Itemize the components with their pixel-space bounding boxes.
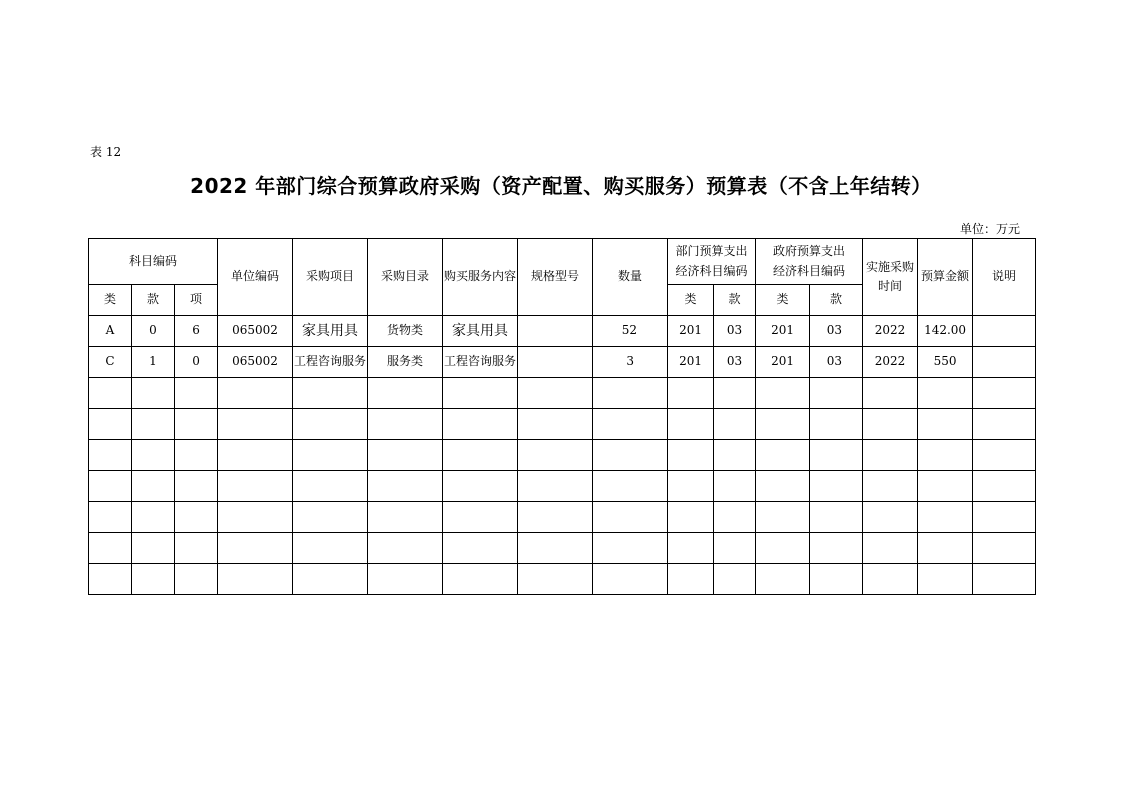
empty-cell xyxy=(175,471,218,502)
header-impl-time xyxy=(863,239,918,316)
header-spec: 规格型号 xyxy=(518,239,593,316)
empty-cell xyxy=(293,533,368,564)
empty-cell xyxy=(218,564,293,595)
empty-cell xyxy=(973,502,1036,533)
cell-amount: 142.00 xyxy=(918,316,973,347)
empty-cell xyxy=(368,502,443,533)
header-item: 采购项目 xyxy=(293,239,368,316)
empty-cell xyxy=(756,533,810,564)
header-kuan: 款 xyxy=(132,285,175,316)
empty-cell xyxy=(89,440,132,471)
empty-cell xyxy=(132,533,175,564)
cell-kuan: 1 xyxy=(132,347,175,378)
cell-item: 家具用具 xyxy=(293,316,368,347)
header-gov-econ-line1: 政府预算支出 xyxy=(773,244,846,259)
empty-cell xyxy=(593,440,668,471)
empty-cell xyxy=(132,409,175,440)
empty-cell xyxy=(89,502,132,533)
cell-spec xyxy=(518,347,593,378)
cell-impl-time: 2022 xyxy=(863,316,918,347)
cell-kuan: 0 xyxy=(132,316,175,347)
empty-cell xyxy=(293,502,368,533)
cell-note xyxy=(973,347,1036,378)
empty-cell xyxy=(973,440,1036,471)
empty-cell xyxy=(863,502,918,533)
empty-cell xyxy=(518,378,593,409)
cell-dept-kuan: 03 xyxy=(714,316,756,347)
empty-cell xyxy=(368,378,443,409)
empty-cell xyxy=(175,440,218,471)
cell-unit-code: 065002 xyxy=(218,316,293,347)
empty-cell xyxy=(218,409,293,440)
empty-cell xyxy=(218,440,293,471)
empty-cell xyxy=(668,564,714,595)
empty-cell xyxy=(810,409,863,440)
empty-cell xyxy=(368,471,443,502)
empty-cell xyxy=(863,533,918,564)
empty-cell xyxy=(973,564,1036,595)
empty-cell xyxy=(593,502,668,533)
empty-cell xyxy=(668,533,714,564)
empty-cell xyxy=(368,409,443,440)
empty-cell xyxy=(443,378,518,409)
cell-gov-lei: 201 xyxy=(756,347,810,378)
empty-cell xyxy=(218,502,293,533)
header-dept-econ xyxy=(668,239,756,285)
empty-cell xyxy=(714,409,756,440)
cell-unit-code: 065002 xyxy=(218,347,293,378)
empty-cell xyxy=(714,471,756,502)
empty-cell xyxy=(175,409,218,440)
empty-cell xyxy=(175,378,218,409)
cell-lei: A xyxy=(89,316,132,347)
cell-catalog: 货物类 xyxy=(368,316,443,347)
header-catalog: 采购目录 xyxy=(368,239,443,316)
cell-quantity: 52 xyxy=(593,316,668,347)
empty-cell xyxy=(756,378,810,409)
cell-service-content: 家具用具 xyxy=(443,316,518,347)
unit-label: 单位：万元 xyxy=(960,222,1021,236)
table-row xyxy=(89,347,1036,378)
header-unit-code: 单位编码 xyxy=(218,239,293,316)
empty-cell xyxy=(973,471,1036,502)
empty-cell xyxy=(518,533,593,564)
empty-row xyxy=(89,502,1036,533)
empty-row xyxy=(89,378,1036,409)
empty-cell xyxy=(593,409,668,440)
header-gov-lei: 类 xyxy=(756,285,810,316)
empty-cell xyxy=(218,378,293,409)
empty-cell xyxy=(593,378,668,409)
empty-cell xyxy=(443,409,518,440)
empty-cell xyxy=(918,533,973,564)
empty-cell xyxy=(593,533,668,564)
cell-dept-lei: 201 xyxy=(668,347,714,378)
empty-cell xyxy=(175,564,218,595)
header-service-content: 购买服务内容 xyxy=(443,239,518,316)
empty-cell xyxy=(918,409,973,440)
empty-cell xyxy=(973,533,1036,564)
empty-cell xyxy=(518,409,593,440)
empty-cell xyxy=(714,440,756,471)
empty-cell xyxy=(132,378,175,409)
header-xiang: 项 xyxy=(175,285,218,316)
empty-row xyxy=(89,471,1036,502)
empty-cell xyxy=(668,440,714,471)
empty-cell xyxy=(668,409,714,440)
header-gov-kuan: 款 xyxy=(810,285,863,316)
cell-dept-kuan: 03 xyxy=(714,347,756,378)
empty-cell xyxy=(293,409,368,440)
empty-cell xyxy=(810,378,863,409)
header-gov-econ-line2: 经济科目编码 xyxy=(773,263,846,278)
header-amount: 预算金额 xyxy=(918,239,973,316)
empty-cell xyxy=(518,502,593,533)
empty-cell xyxy=(668,502,714,533)
table-number: 表 12 xyxy=(90,145,122,159)
empty-cell xyxy=(863,378,918,409)
empty-cell xyxy=(443,564,518,595)
cell-amount: 550 xyxy=(918,347,973,378)
empty-cell xyxy=(443,502,518,533)
empty-cell xyxy=(518,564,593,595)
empty-cell xyxy=(443,440,518,471)
empty-cell xyxy=(973,378,1036,409)
cell-dept-lei: 201 xyxy=(668,316,714,347)
empty-cell xyxy=(756,409,810,440)
empty-cell xyxy=(863,440,918,471)
header-row-1 xyxy=(89,239,1036,285)
cell-quantity: 3 xyxy=(593,347,668,378)
empty-cell xyxy=(89,378,132,409)
header-dept-econ-line2: 经济科目编码 xyxy=(675,263,748,278)
empty-cell xyxy=(918,378,973,409)
cell-impl-time: 2022 xyxy=(863,347,918,378)
empty-cell xyxy=(918,564,973,595)
empty-cell xyxy=(368,564,443,595)
cell-lei: C xyxy=(89,347,132,378)
empty-cell xyxy=(668,378,714,409)
empty-row xyxy=(89,564,1036,595)
empty-cell xyxy=(89,471,132,502)
header-dept-kuan: 款 xyxy=(714,285,756,316)
page-title: 2022 年部门综合预算政府采购（资产配置、购买服务）预算表（不含上年结转） xyxy=(190,174,932,198)
empty-cell xyxy=(175,502,218,533)
header-lei: 类 xyxy=(89,285,132,316)
header-quantity: 数量 xyxy=(593,239,668,316)
table-row xyxy=(89,316,1036,347)
cell-catalog: 服务类 xyxy=(368,347,443,378)
empty-cell xyxy=(810,502,863,533)
empty-cell xyxy=(863,409,918,440)
empty-cell xyxy=(443,471,518,502)
empty-cell xyxy=(756,502,810,533)
empty-cell xyxy=(863,471,918,502)
cell-gov-kuan: 03 xyxy=(810,316,863,347)
empty-cell xyxy=(89,564,132,595)
empty-cell xyxy=(218,533,293,564)
empty-cell xyxy=(89,409,132,440)
empty-cell xyxy=(918,502,973,533)
empty-cell xyxy=(132,502,175,533)
empty-cell xyxy=(89,533,132,564)
empty-cell xyxy=(810,564,863,595)
header-dept-econ-line1: 部门预算支出 xyxy=(675,244,748,259)
empty-cell xyxy=(810,440,863,471)
empty-cell xyxy=(756,564,810,595)
empty-cell xyxy=(918,471,973,502)
empty-cell xyxy=(918,440,973,471)
cell-note xyxy=(973,316,1036,347)
header-impl-time-line2: 时间 xyxy=(878,279,903,293)
empty-cell xyxy=(810,471,863,502)
empty-cell xyxy=(293,440,368,471)
empty-cell xyxy=(132,471,175,502)
empty-cell xyxy=(443,533,518,564)
empty-cell xyxy=(714,533,756,564)
empty-cell xyxy=(668,471,714,502)
empty-cell xyxy=(714,564,756,595)
empty-cell xyxy=(293,378,368,409)
empty-cell xyxy=(593,471,668,502)
cell-spec xyxy=(518,316,593,347)
empty-cell xyxy=(218,471,293,502)
cell-xiang: 6 xyxy=(175,316,218,347)
cell-gov-kuan: 03 xyxy=(810,347,863,378)
empty-cell xyxy=(368,533,443,564)
empty-row xyxy=(89,409,1036,440)
cell-service-content: 工程咨询服务 xyxy=(443,347,518,378)
header-subject-code: 科目编码 xyxy=(89,239,218,285)
empty-cell xyxy=(132,564,175,595)
budget-table xyxy=(88,238,1036,595)
empty-cell xyxy=(863,564,918,595)
empty-cell xyxy=(810,533,863,564)
empty-cell xyxy=(756,471,810,502)
empty-cell xyxy=(973,409,1036,440)
empty-cell xyxy=(518,471,593,502)
empty-cell xyxy=(175,533,218,564)
empty-cell xyxy=(293,471,368,502)
cell-xiang: 0 xyxy=(175,347,218,378)
empty-cell xyxy=(756,440,810,471)
cell-item: 工程咨询服务 xyxy=(293,347,368,378)
empty-cell xyxy=(714,502,756,533)
header-gov-econ xyxy=(756,239,863,285)
empty-cell xyxy=(593,564,668,595)
header-dept-lei: 类 xyxy=(668,285,714,316)
empty-cell xyxy=(518,440,593,471)
empty-cell xyxy=(132,440,175,471)
empty-cell xyxy=(714,378,756,409)
header-note: 说明 xyxy=(973,239,1036,316)
empty-cell xyxy=(293,564,368,595)
header-impl-time-line1: 实施采购 xyxy=(866,259,915,274)
empty-row xyxy=(89,440,1036,471)
cell-gov-lei: 201 xyxy=(756,316,810,347)
empty-cell xyxy=(368,440,443,471)
empty-row xyxy=(89,533,1036,564)
